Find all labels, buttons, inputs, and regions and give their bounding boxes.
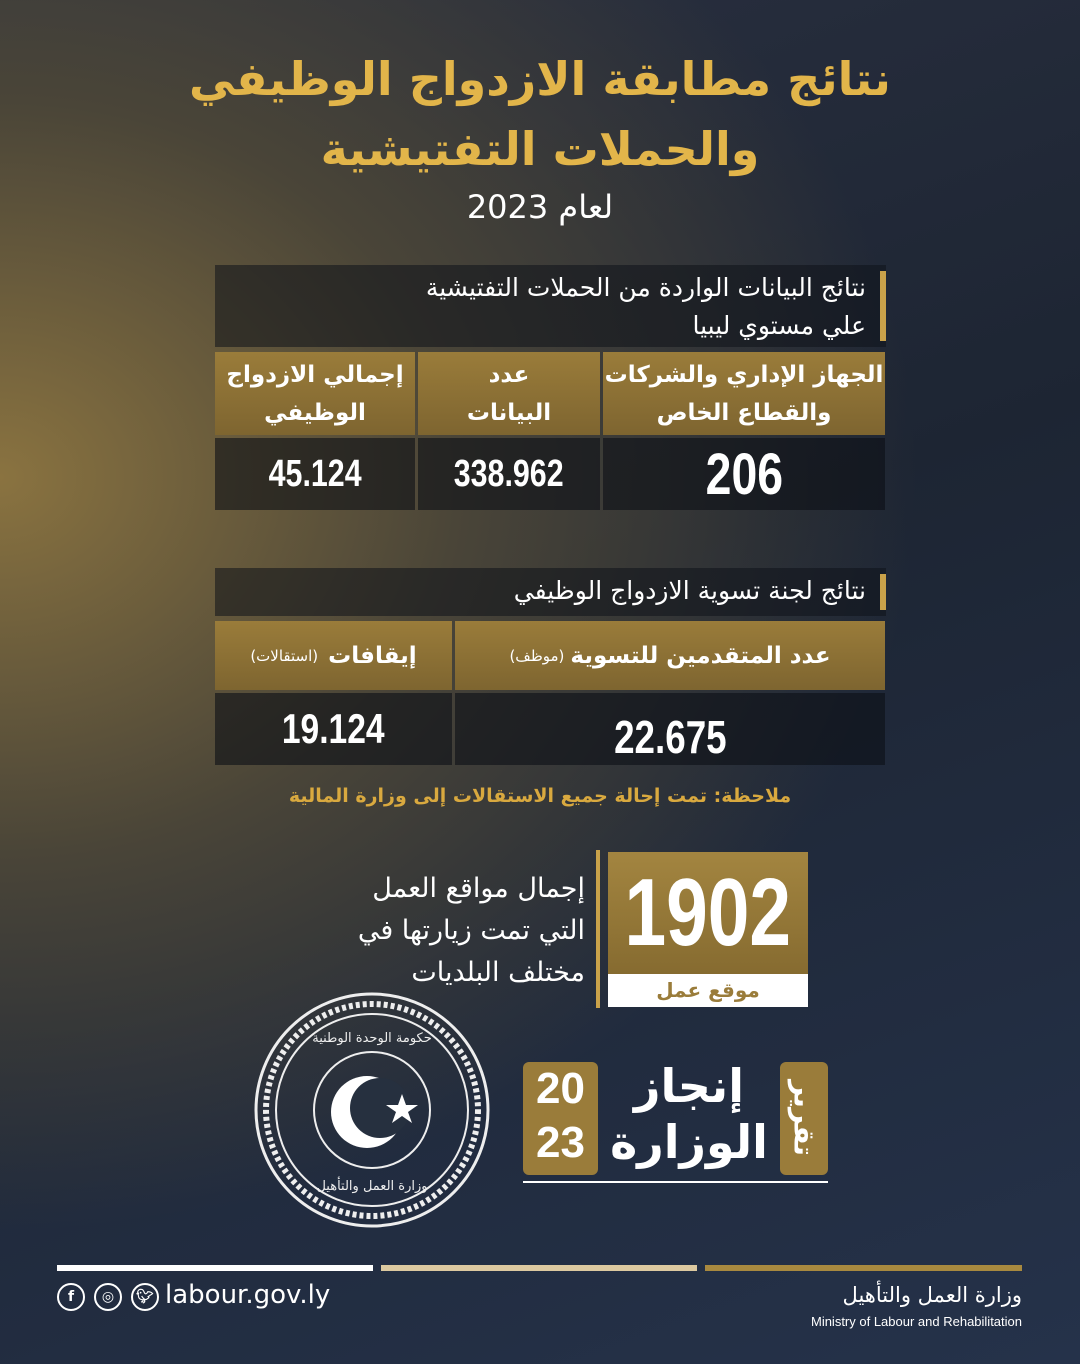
col-header-total-duplication: إجمالي الازدواج الوظيفي [215,352,415,435]
report-word-ministry: الوزارة [610,1115,768,1169]
emblem-bottom-text: وزارة العمل والتأهيل [316,1179,428,1194]
value-entities: 206 [603,438,885,510]
col-header-suspensions [215,621,452,690]
ministry-emblem [252,990,492,1230]
value-applicants: 22.675 [455,693,885,765]
suspensions-note: (استقالات) [250,646,319,665]
section2-heading-text: نتائج لجنة تسوية الازدواج الوظيفي [513,576,866,605]
section1-heading-line1: نتائج البيانات الواردة من الحملات التفتيشية [425,273,866,302]
section1-heading [215,265,886,347]
ministry-name-ar: وزارة العمل والتأهيل [842,1283,1022,1307]
website-link[interactable]: labour.gov.ly [165,1280,331,1310]
worksites-line: إجمال مواقع العمل [372,873,585,904]
title-line-2: والحملات التفتيشية [320,122,760,176]
report-word: تقرير [787,1080,821,1157]
facebook-icon[interactable]: f [57,1283,85,1311]
value-records: 338.962 [418,438,600,510]
report-word-box [780,1062,828,1175]
footer-bar-white [57,1265,373,1271]
title-line-1: نتائج مطابقة الازدواج الوظيفي [189,52,891,106]
divider-bar [596,850,600,1008]
report-year-box [523,1062,598,1175]
value-suspensions: 19.124 [215,693,452,765]
title-year: لعام 2023 [466,188,614,226]
report-year-bottom: 23 [536,1118,585,1167]
report-underline [523,1181,828,1183]
worksites-unit: موقع عمل [656,978,760,1002]
section2-heading [215,568,886,616]
applicants-note: (موظف) [509,646,565,665]
instagram-icon[interactable]: ◎ [94,1283,122,1311]
twitter-icon[interactable]: 🐦︎ [131,1283,159,1311]
value-total-duplication: 45.124 [215,438,415,510]
footer-bar-gold [705,1265,1022,1271]
heading-accent-bar [880,271,886,341]
applicants-label: عدد المتقدمين للتسوية [570,642,831,669]
report-title [604,1058,774,1170]
heading-accent-bar [880,574,886,610]
worksites-description [265,868,585,994]
emblem-top-text: حكومة الوحدة الوطنية [312,1031,432,1046]
section1-heading-line2: علي مستوي ليبيا [692,311,866,340]
note-text: ملاحظة: تمت إحالة جميع الاستقالات إلى وزارة المالية [288,785,792,807]
report-word-achievement: إنجاز [634,1059,744,1113]
worksites-count: 1902 [624,859,792,966]
col-header-entities: الجهاز الإداري والشركات والقطاع الخاص [603,352,885,435]
worksites-line: التي تمت زيارتها في [357,915,585,946]
col-header-records: عدد البيانات [418,352,600,435]
suspensions-label: إيقافات [328,642,417,669]
col-header-applicants [455,621,885,690]
report-year-top: 20 [536,1064,585,1113]
ministry-name-en: Ministry of Labour and Rehabilitation [810,1314,1022,1329]
footer-bar-beige [381,1265,697,1271]
worksites-line: مختلف البلديات [411,957,585,988]
worksites-count-box [608,852,808,1007]
